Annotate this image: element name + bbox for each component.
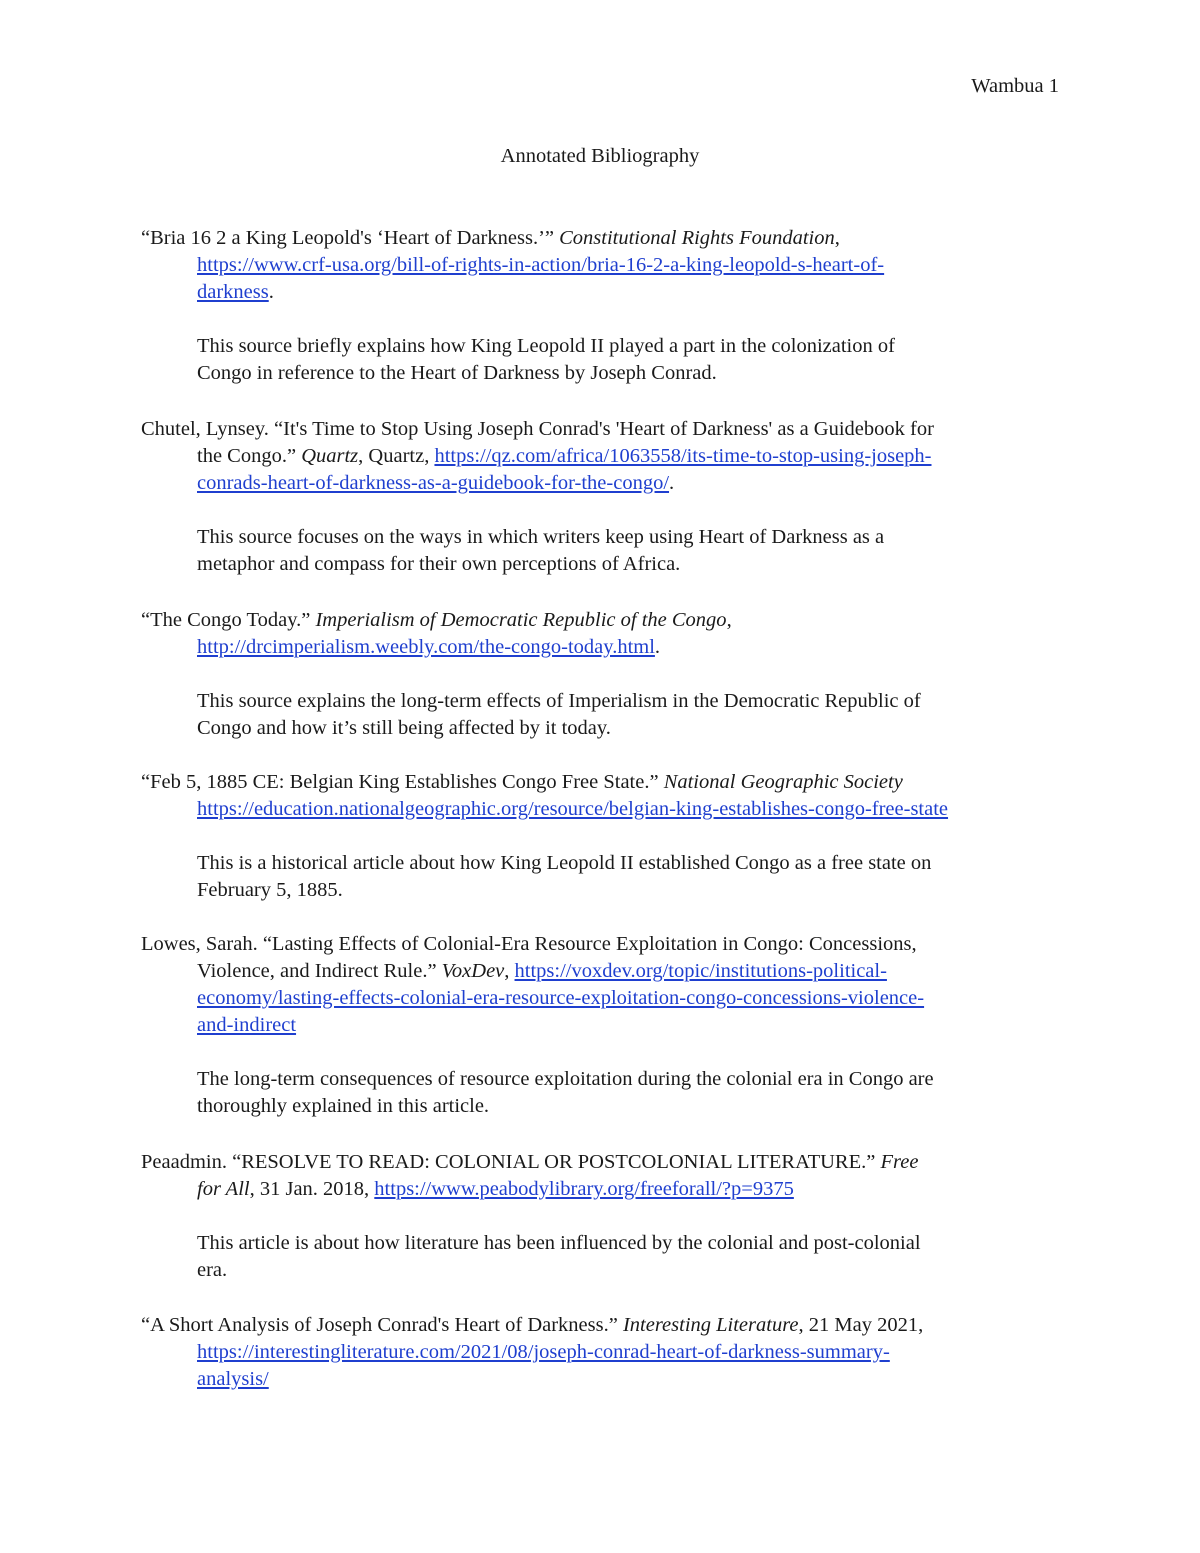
citation-text: Peaadmin. “RESOLVE TO READ: COLONIAL OR POSTCOLONIAL LITERATURE.” bbox=[141, 1151, 881, 1173]
citation-line bbox=[141, 1339, 1071, 1366]
source-url-link[interactable]: http://drcimperialism.weebly.com/the-congo-today.html bbox=[197, 636, 655, 658]
annotation bbox=[141, 850, 1071, 904]
annotation bbox=[141, 1230, 1071, 1284]
citation bbox=[141, 1312, 1071, 1393]
citation-line bbox=[141, 796, 1071, 823]
citation-text: “The Congo Today.” bbox=[141, 609, 316, 631]
citation-text: “Bria 16 2 a King Leopold's ‘Heart of Darkness.’” bbox=[141, 227, 560, 249]
source-url-link[interactable]: https://education.nationalgeographic.org/resource/belgian-king-establishes-congo-free-state bbox=[197, 798, 949, 820]
annotation bbox=[141, 688, 1071, 742]
page-title: Annotated Bibliography bbox=[500, 145, 700, 167]
source-url-link[interactable]: darkness bbox=[197, 281, 269, 303]
citation-text: , 21 May 2021, bbox=[798, 1314, 924, 1336]
citation-line bbox=[141, 931, 1071, 958]
annotation-line: Congo in reference to the Heart of Darkness by Joseph Conrad. bbox=[197, 362, 717, 384]
citation-line bbox=[141, 985, 1071, 1012]
annotation-line: era. bbox=[197, 1259, 228, 1281]
citation bbox=[141, 931, 1071, 1039]
annotation bbox=[141, 333, 1071, 387]
source-url-link[interactable]: conrads-heart-of-darkness-as-a-guidebook-for-the-congo/ bbox=[197, 472, 670, 494]
source-url-link[interactable]: https://voxdev.org/topic/institutions-political- bbox=[514, 960, 887, 982]
container-title: Free bbox=[880, 1151, 919, 1173]
source-url-link[interactable]: https://www.crf-usa.org/bill-of-rights-in-action/bria-16-2-a-king-leopold-s-heart-of- bbox=[197, 254, 885, 276]
annotation-line: This source explains the long-term effects of Imperialism in the Democratic Republic of bbox=[197, 690, 921, 712]
container-title: for All bbox=[197, 1178, 250, 1200]
citation bbox=[141, 769, 1071, 823]
bibliography-entry bbox=[141, 1312, 1071, 1393]
citation-line bbox=[141, 416, 1071, 443]
source-url-link[interactable]: https://interestingliterature.com/2021/08/joseph-conrad-heart-of-darkness-summary- bbox=[197, 1341, 890, 1363]
bibliography-entry bbox=[141, 225, 1071, 387]
container-title: Constitutional Rights Foundation bbox=[559, 227, 835, 249]
citation bbox=[141, 225, 1071, 306]
annotation-line: This is a historical article about how King Leopold II established Congo as a free state on bbox=[197, 852, 932, 874]
bibliography-entry bbox=[141, 416, 1071, 578]
citation bbox=[141, 607, 1071, 661]
annotation-line: thoroughly explained in this article. bbox=[197, 1095, 490, 1117]
bibliography-entry bbox=[141, 1149, 1071, 1284]
annotation-line: Congo and how it’s still being affected by it today. bbox=[197, 717, 611, 739]
bibliography-entry bbox=[141, 607, 1071, 742]
annotation-line: The long-term consequences of resource exploitation during the colonial era in Congo are bbox=[197, 1068, 934, 1090]
citation-text: Violence, and Indirect Rule.” bbox=[197, 960, 442, 982]
citation-line bbox=[141, 769, 1071, 796]
citation-line bbox=[141, 443, 1071, 470]
citation-text: the Congo.” bbox=[197, 445, 302, 467]
container-title: National Geographic Society bbox=[663, 771, 903, 793]
citation-line bbox=[141, 1149, 1071, 1176]
source-url-link[interactable]: and-indirect bbox=[197, 1014, 297, 1036]
annotation bbox=[141, 1066, 1071, 1120]
citation-text: . bbox=[654, 636, 661, 658]
citation-line bbox=[141, 225, 1071, 252]
citation-text: Lowes, Sarah. “Lasting Effects of Colonial-Era Resource Exploitation in Congo: Concessions, bbox=[141, 933, 917, 955]
annotation-line: This source briefly explains how King Leopold II played a part in the colonization of bbox=[197, 335, 895, 357]
container-title: Interesting Literature bbox=[622, 1314, 799, 1336]
citation-line bbox=[141, 470, 1071, 497]
citation-line bbox=[141, 958, 1071, 985]
annotation-line: February 5, 1885. bbox=[197, 879, 343, 901]
container-title: VoxDev bbox=[441, 960, 505, 982]
citation-text: Chutel, Lynsey. “It's Time to Stop Using Joseph Conrad's 'Heart of Darkness' as a Guidebook for bbox=[141, 418, 934, 440]
bibliography-entry bbox=[141, 931, 1071, 1120]
citation-line bbox=[141, 279, 1071, 306]
citation-text: . bbox=[268, 281, 274, 303]
citation-text: , bbox=[726, 609, 732, 631]
citation-line bbox=[141, 1176, 1071, 1203]
citation-line bbox=[141, 1312, 1071, 1339]
source-url-link[interactable]: economy/lasting-effects-colonial-era-resource-exploitation-congo-concessions-violence- bbox=[197, 987, 925, 1009]
citation-text: “A Short Analysis of Joseph Conrad's Heart of Darkness.” bbox=[141, 1314, 623, 1336]
source-url-link[interactable]: https://www.peabodylibrary.org/freeforall/?p=9375 bbox=[374, 1178, 794, 1200]
citation-text: , 31 Jan. 2018, bbox=[249, 1178, 375, 1200]
citation bbox=[141, 1149, 1071, 1203]
citation-text: “Feb 5, 1885 CE: Belgian King Establishes Congo Free State.” bbox=[141, 771, 664, 793]
source-url-link[interactable]: analysis/ bbox=[197, 1368, 269, 1390]
citation bbox=[141, 416, 1071, 497]
annotation bbox=[141, 524, 1071, 578]
annotation-line: This article is about how literature has been influenced by the colonial and post-colonial bbox=[197, 1232, 921, 1254]
bibliography-entry bbox=[141, 769, 1071, 904]
container-title: Quartz bbox=[301, 445, 359, 467]
container-title: Imperialism of Democratic Republic of the Congo bbox=[315, 609, 727, 631]
citation-text: . bbox=[669, 472, 675, 494]
citation-line bbox=[141, 1012, 1071, 1039]
citation-line bbox=[141, 252, 1071, 279]
citation-line bbox=[141, 1366, 1071, 1393]
citation-text: , bbox=[834, 227, 840, 249]
citation-text: , bbox=[504, 960, 515, 982]
citation-line bbox=[141, 634, 1071, 661]
annotation-line: metaphor and compass for their own perceptions of Africa. bbox=[197, 553, 681, 575]
annotation-line: This source focuses on the ways in which writers keep using Heart of Darkness as a bbox=[197, 526, 885, 548]
citation-line bbox=[141, 607, 1071, 634]
running-head: Wambua 1 bbox=[971, 75, 1059, 97]
citation-text: , Quartz, bbox=[358, 445, 435, 467]
source-url-link[interactable]: https://qz.com/africa/1063558/its-time-to-stop-using-joseph- bbox=[434, 445, 932, 467]
